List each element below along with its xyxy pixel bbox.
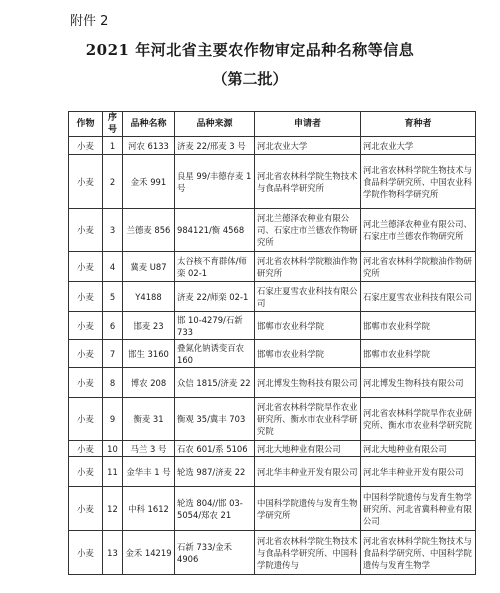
- cell-no: 7: [103, 340, 123, 368]
- cell-breeder: 河北兰德泽农种业有限公司、石家庄市兰德农作物研究所: [361, 209, 476, 252]
- cell-crop: 小麦: [69, 155, 103, 209]
- cell-variety: 博农 208: [123, 368, 175, 398]
- cell-source: 良星 99/丰德存麦 1 号: [175, 155, 255, 209]
- cell-breeder: 河北农业大学: [361, 137, 476, 155]
- cell-applicant: 河北省农林科学院生物技术与食品科学研究所: [255, 155, 361, 209]
- cell-source: 石新 733/金禾 4906: [175, 531, 255, 575]
- cell-no: 10: [103, 441, 123, 457]
- cell-applicant: 河北博发生物科技有限公司: [255, 368, 361, 398]
- cell-variety: 兰德麦 856: [123, 209, 175, 252]
- cell-source: 众信 1815/济麦 22: [175, 368, 255, 398]
- cell-variety: 河农 6133: [123, 137, 175, 155]
- table-row: [69, 252, 476, 282]
- document-title: 2021 年河北省主要农作物审定品种名称等信息: [85, 41, 415, 59]
- cell-no: 13: [103, 531, 123, 575]
- cell-applicant: 河北省农林科学院粮油作物研究所: [255, 252, 361, 282]
- table-row: [69, 441, 476, 457]
- cell-breeder: 河北省农林科学院粮油作物研究所: [361, 252, 476, 282]
- table-row: [69, 312, 476, 340]
- table-row: [69, 282, 476, 312]
- cell-crop: 小麦: [69, 398, 103, 441]
- cell-no: 9: [103, 398, 123, 441]
- table-row: [69, 531, 476, 575]
- cell-source: 邯 10-4279/石新 733: [175, 312, 255, 340]
- table-row: [69, 209, 476, 252]
- cell-applicant: 河北省农林科学院旱作农业研究所、衡水市农业科学研究院: [255, 398, 361, 441]
- cell-no: 12: [103, 487, 123, 531]
- cell-crop: 小麦: [69, 457, 103, 487]
- cell-source: 石农 601/系 5106: [175, 441, 255, 457]
- variety-table: [68, 111, 476, 575]
- cell-source: 叠氮化钠诱变百农 160: [175, 340, 255, 368]
- cell-breeder: 中国科学院遗传与发育生物学研究所、河北省冀科种业有限公司: [361, 487, 476, 531]
- cell-variety: 衡麦 31: [123, 398, 175, 441]
- cell-source: 太谷核不育群体/师栾 02-1: [175, 252, 255, 282]
- cell-variety: 中科 1612: [123, 487, 175, 531]
- cell-breeder: 河北省农林科学院生物技术与食品科学研究所、中国科学院遗传与发育生物学: [361, 531, 476, 575]
- table-row: [69, 398, 476, 441]
- cell-no: 6: [103, 312, 123, 340]
- cell-no: 1: [103, 137, 123, 155]
- cell-applicant: 邯郸市农业科学院: [255, 340, 361, 368]
- cell-crop: 小麦: [69, 531, 103, 575]
- cell-applicant: 河北兰德泽农种业有限公司、石家庄市兰德农作物研究所: [255, 209, 361, 252]
- cell-no: 8: [103, 368, 123, 398]
- table-row: [69, 155, 476, 209]
- cell-applicant: 河北农业大学: [255, 137, 361, 155]
- cell-no: 4: [103, 252, 123, 282]
- cell-crop: 小麦: [69, 252, 103, 282]
- cell-breeder: 石家庄夏雪农业科技有限公司: [361, 282, 476, 312]
- header-source: 品种来源: [175, 112, 255, 137]
- cell-source: 衡观 35/冀丰 703: [175, 398, 255, 441]
- cell-no: 5: [103, 282, 123, 312]
- cell-variety: 冀麦 U87: [123, 252, 175, 282]
- cell-variety: 金禾 14219: [123, 531, 175, 575]
- cell-variety: 马兰 3 号: [123, 441, 175, 457]
- cell-source: 济麦 22/邢麦 3 号: [175, 137, 255, 155]
- cell-source: 济麦 22/师栾 02-1: [175, 282, 255, 312]
- table-row: [69, 340, 476, 368]
- cell-breeder: 河北华丰种业开发有限公司: [361, 457, 476, 487]
- cell-breeder: 河北省农林科学院旱作农业研究所、衡水市农业科学研究院: [361, 398, 476, 441]
- cell-crop: 小麦: [69, 441, 103, 457]
- cell-variety: 邯麦 23: [123, 312, 175, 340]
- cell-applicant: 石家庄夏雪农业科技有限公司: [255, 282, 361, 312]
- header-crop: 作物: [69, 112, 103, 137]
- cell-source: 984121/衡 4568: [175, 209, 255, 252]
- cell-source: 轮选 804//邯 03-5054/郑农 21: [175, 487, 255, 531]
- header-breeder: 育种者: [361, 112, 476, 137]
- cell-applicant: 河北大地种业有限公司: [255, 441, 361, 457]
- header-applicant: 申请者: [255, 112, 361, 137]
- cell-source: 轮选 987/济麦 22: [175, 457, 255, 487]
- cell-applicant: 河北省农林科学院生物技术与食品科学研究所、中国科学院遗传与: [255, 531, 361, 575]
- cell-crop: 小麦: [69, 209, 103, 252]
- cell-breeder: 河北省农林科学院生物技术与食品科学研究所、中国农业科学院作物科学研究所: [361, 155, 476, 209]
- attachment-label: 附件 2: [70, 14, 109, 29]
- cell-no: 3: [103, 209, 123, 252]
- table-row: [69, 368, 476, 398]
- header-no: 序号: [103, 112, 123, 137]
- table-row: [69, 457, 476, 487]
- cell-applicant: 邯郸市农业科学院: [255, 312, 361, 340]
- header-variety: 品种名称: [123, 112, 175, 137]
- cell-applicant: 河北华丰种业开发有限公司: [255, 457, 361, 487]
- cell-variety: 邯生 3160: [123, 340, 175, 368]
- cell-variety: 金禾 991: [123, 155, 175, 209]
- cell-crop: 小麦: [69, 340, 103, 368]
- cell-applicant: 中国科学院遗传与发育生物学研究所: [255, 487, 361, 531]
- cell-crop: 小麦: [69, 282, 103, 312]
- cell-breeder: 邯郸市农业科学院: [361, 312, 476, 340]
- cell-crop: 小麦: [69, 137, 103, 155]
- cell-breeder: 河北博发生物科技有限公司: [361, 368, 476, 398]
- cell-crop: 小麦: [69, 368, 103, 398]
- cell-no: 11: [103, 457, 123, 487]
- cell-variety: Y4188: [123, 282, 175, 312]
- table-row: [69, 137, 476, 155]
- cell-breeder: 邯郸市农业科学院: [361, 340, 476, 368]
- cell-crop: 小麦: [69, 487, 103, 531]
- table-header-row: [69, 112, 476, 137]
- cell-no: 2: [103, 155, 123, 209]
- table-row: [69, 487, 476, 531]
- document-subtitle: （第二批）: [212, 70, 288, 88]
- cell-breeder: 河北大地种业有限公司: [361, 441, 476, 457]
- cell-crop: 小麦: [69, 312, 103, 340]
- cell-variety: 金华丰 1 号: [123, 457, 175, 487]
